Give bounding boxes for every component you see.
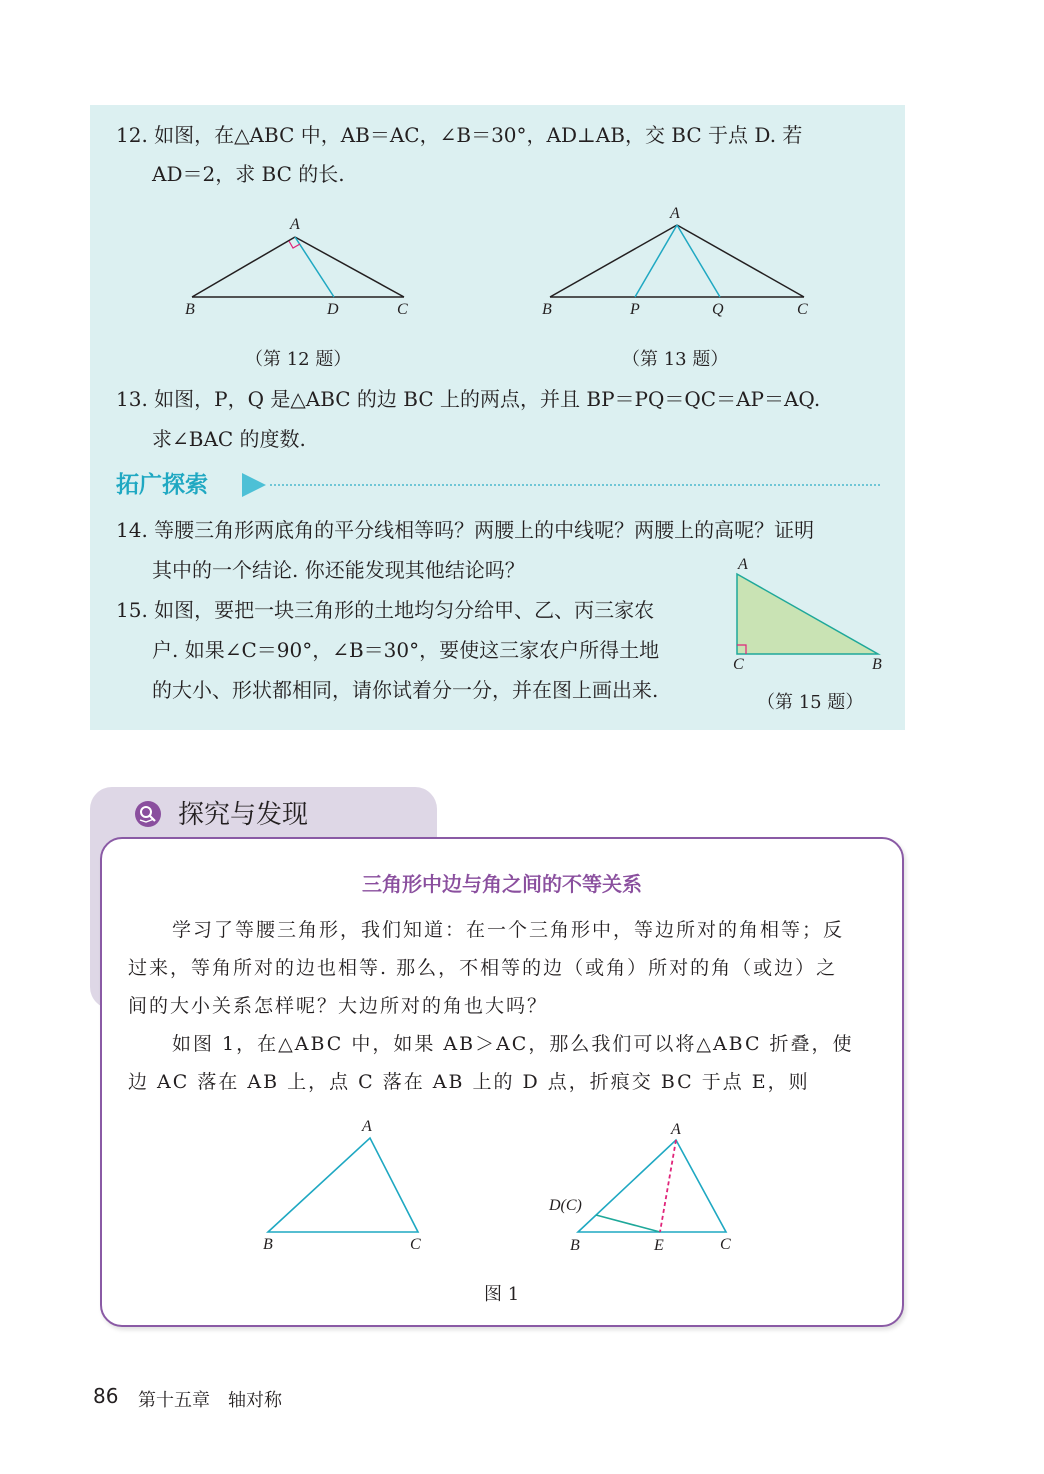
- problem-12: [116, 116, 802, 154]
- explore-paragraph-line: 间的大小关系怎样呢？大边所对的角也大吗？: [128, 995, 549, 1017]
- fig13-label-Q: Q: [712, 301, 724, 318]
- problem-15: [116, 591, 654, 629]
- section-heading: 拓广探索: [116, 472, 208, 498]
- problem-text-line: 如图，要把一块三角形的土地均匀分给甲、乙、丙三家农: [154, 598, 655, 622]
- fig12-label-D: D: [327, 301, 339, 318]
- triangle-arrow-icon: [240, 472, 268, 498]
- explore-paragraph-line: 边 AC 落在 AB 上，点 C 落在 AB 上的 D 点，折痕交 BC 于点 E，则: [128, 1071, 810, 1093]
- fig15-label-B: B: [872, 656, 882, 673]
- explore-title: 探究与发现: [178, 800, 309, 830]
- page-number: 86: [93, 1384, 119, 1408]
- problem-number: 15.: [116, 598, 148, 622]
- fig1-left-label-A: A: [362, 1118, 372, 1135]
- problem-13: [116, 380, 820, 418]
- fig12-label-C: C: [397, 301, 408, 318]
- fig12-label-B: B: [185, 301, 195, 318]
- figure-1-caption: 图 1: [484, 1284, 520, 1305]
- problem-15-line2: 户. 如果∠C＝90°，∠B＝30°，要使这三家农户所得土地: [152, 638, 660, 662]
- problem-number: 14.: [116, 518, 148, 542]
- fig13-label-P: P: [630, 301, 640, 318]
- chapter-title: 第十五章 轴对称: [138, 1390, 282, 1411]
- problem-text-line: 如图，在△ABC 中，AB＝AC，∠B＝30°，AD⊥AB，交 BC 于点 D. 若: [154, 123, 803, 147]
- figure-12-triangle: [180, 225, 420, 315]
- explore-paragraph-line: 如图 1，在△ABC 中，如果 AB＞AC，那么我们可以将△ABC 折叠，使: [172, 1033, 854, 1055]
- fig1-left-label-B: B: [263, 1236, 273, 1253]
- fig15-label-A: A: [738, 556, 748, 573]
- figure-1-right-triangle: [570, 1132, 740, 1242]
- dotted-divider: [270, 484, 880, 486]
- problem-15-line3: 的大小、形状都相同，请你试着分一分，并在图上画出来.: [152, 678, 659, 702]
- magnifier-book-icon: [134, 800, 162, 828]
- problem-number: 12.: [116, 123, 148, 147]
- figure-13-triangle: [540, 215, 820, 305]
- problem-text-line: 如图，P，Q 是△ABC 的边 BC 上的两点，并且 BP＝PQ＝QC＝AP＝AQ.: [154, 387, 821, 411]
- fig1-right-label-E: E: [654, 1237, 664, 1254]
- fig13-caption: （第 13 题）: [622, 349, 729, 370]
- problem-12-line2: AD＝2，求 BC 的长.: [152, 162, 345, 186]
- problem-14-line2: 其中的一个结论. 你还能发现其他结论吗？: [152, 558, 525, 582]
- fig1-left-label-C: C: [410, 1236, 421, 1253]
- fig1-right-label-C: C: [720, 1236, 731, 1253]
- explore-paragraph-line: 过来，等角所对的边也相等. 那么，不相等的边（或角）所对的角（或边）之: [128, 957, 838, 979]
- fig12-caption: （第 12 题）: [245, 349, 352, 370]
- fig13-label-B: B: [542, 301, 552, 318]
- fig15-label-C: C: [733, 656, 744, 673]
- card-title: 三角形中边与角之间的不等关系: [362, 872, 642, 896]
- fig13-label-C: C: [797, 301, 808, 318]
- explore-paragraph-line: 学习了等腰三角形，我们知道：在一个三角形中，等边所对的角相等；反: [172, 919, 845, 941]
- problem-number: 13.: [116, 387, 148, 411]
- fig1-right-label-DC: D(C): [549, 1197, 582, 1214]
- fig12-label-A: A: [290, 216, 300, 233]
- figure-15-right-triangle: [730, 570, 890, 660]
- fig1-right-label-B: B: [570, 1237, 580, 1254]
- problem-13-line2: 求∠BAC 的度数.: [152, 427, 306, 451]
- problem-14: [116, 511, 814, 549]
- figure-1-left-triangle: [260, 1132, 430, 1242]
- problem-text-line: 等腰三角形两底角的平分线相等吗？两腰上的中线呢？两腰上的高呢？证明: [154, 518, 815, 542]
- fig13-label-A: A: [670, 205, 680, 222]
- fig15-caption: （第 15 题）: [757, 692, 864, 713]
- fig1-right-label-A: A: [671, 1121, 681, 1138]
